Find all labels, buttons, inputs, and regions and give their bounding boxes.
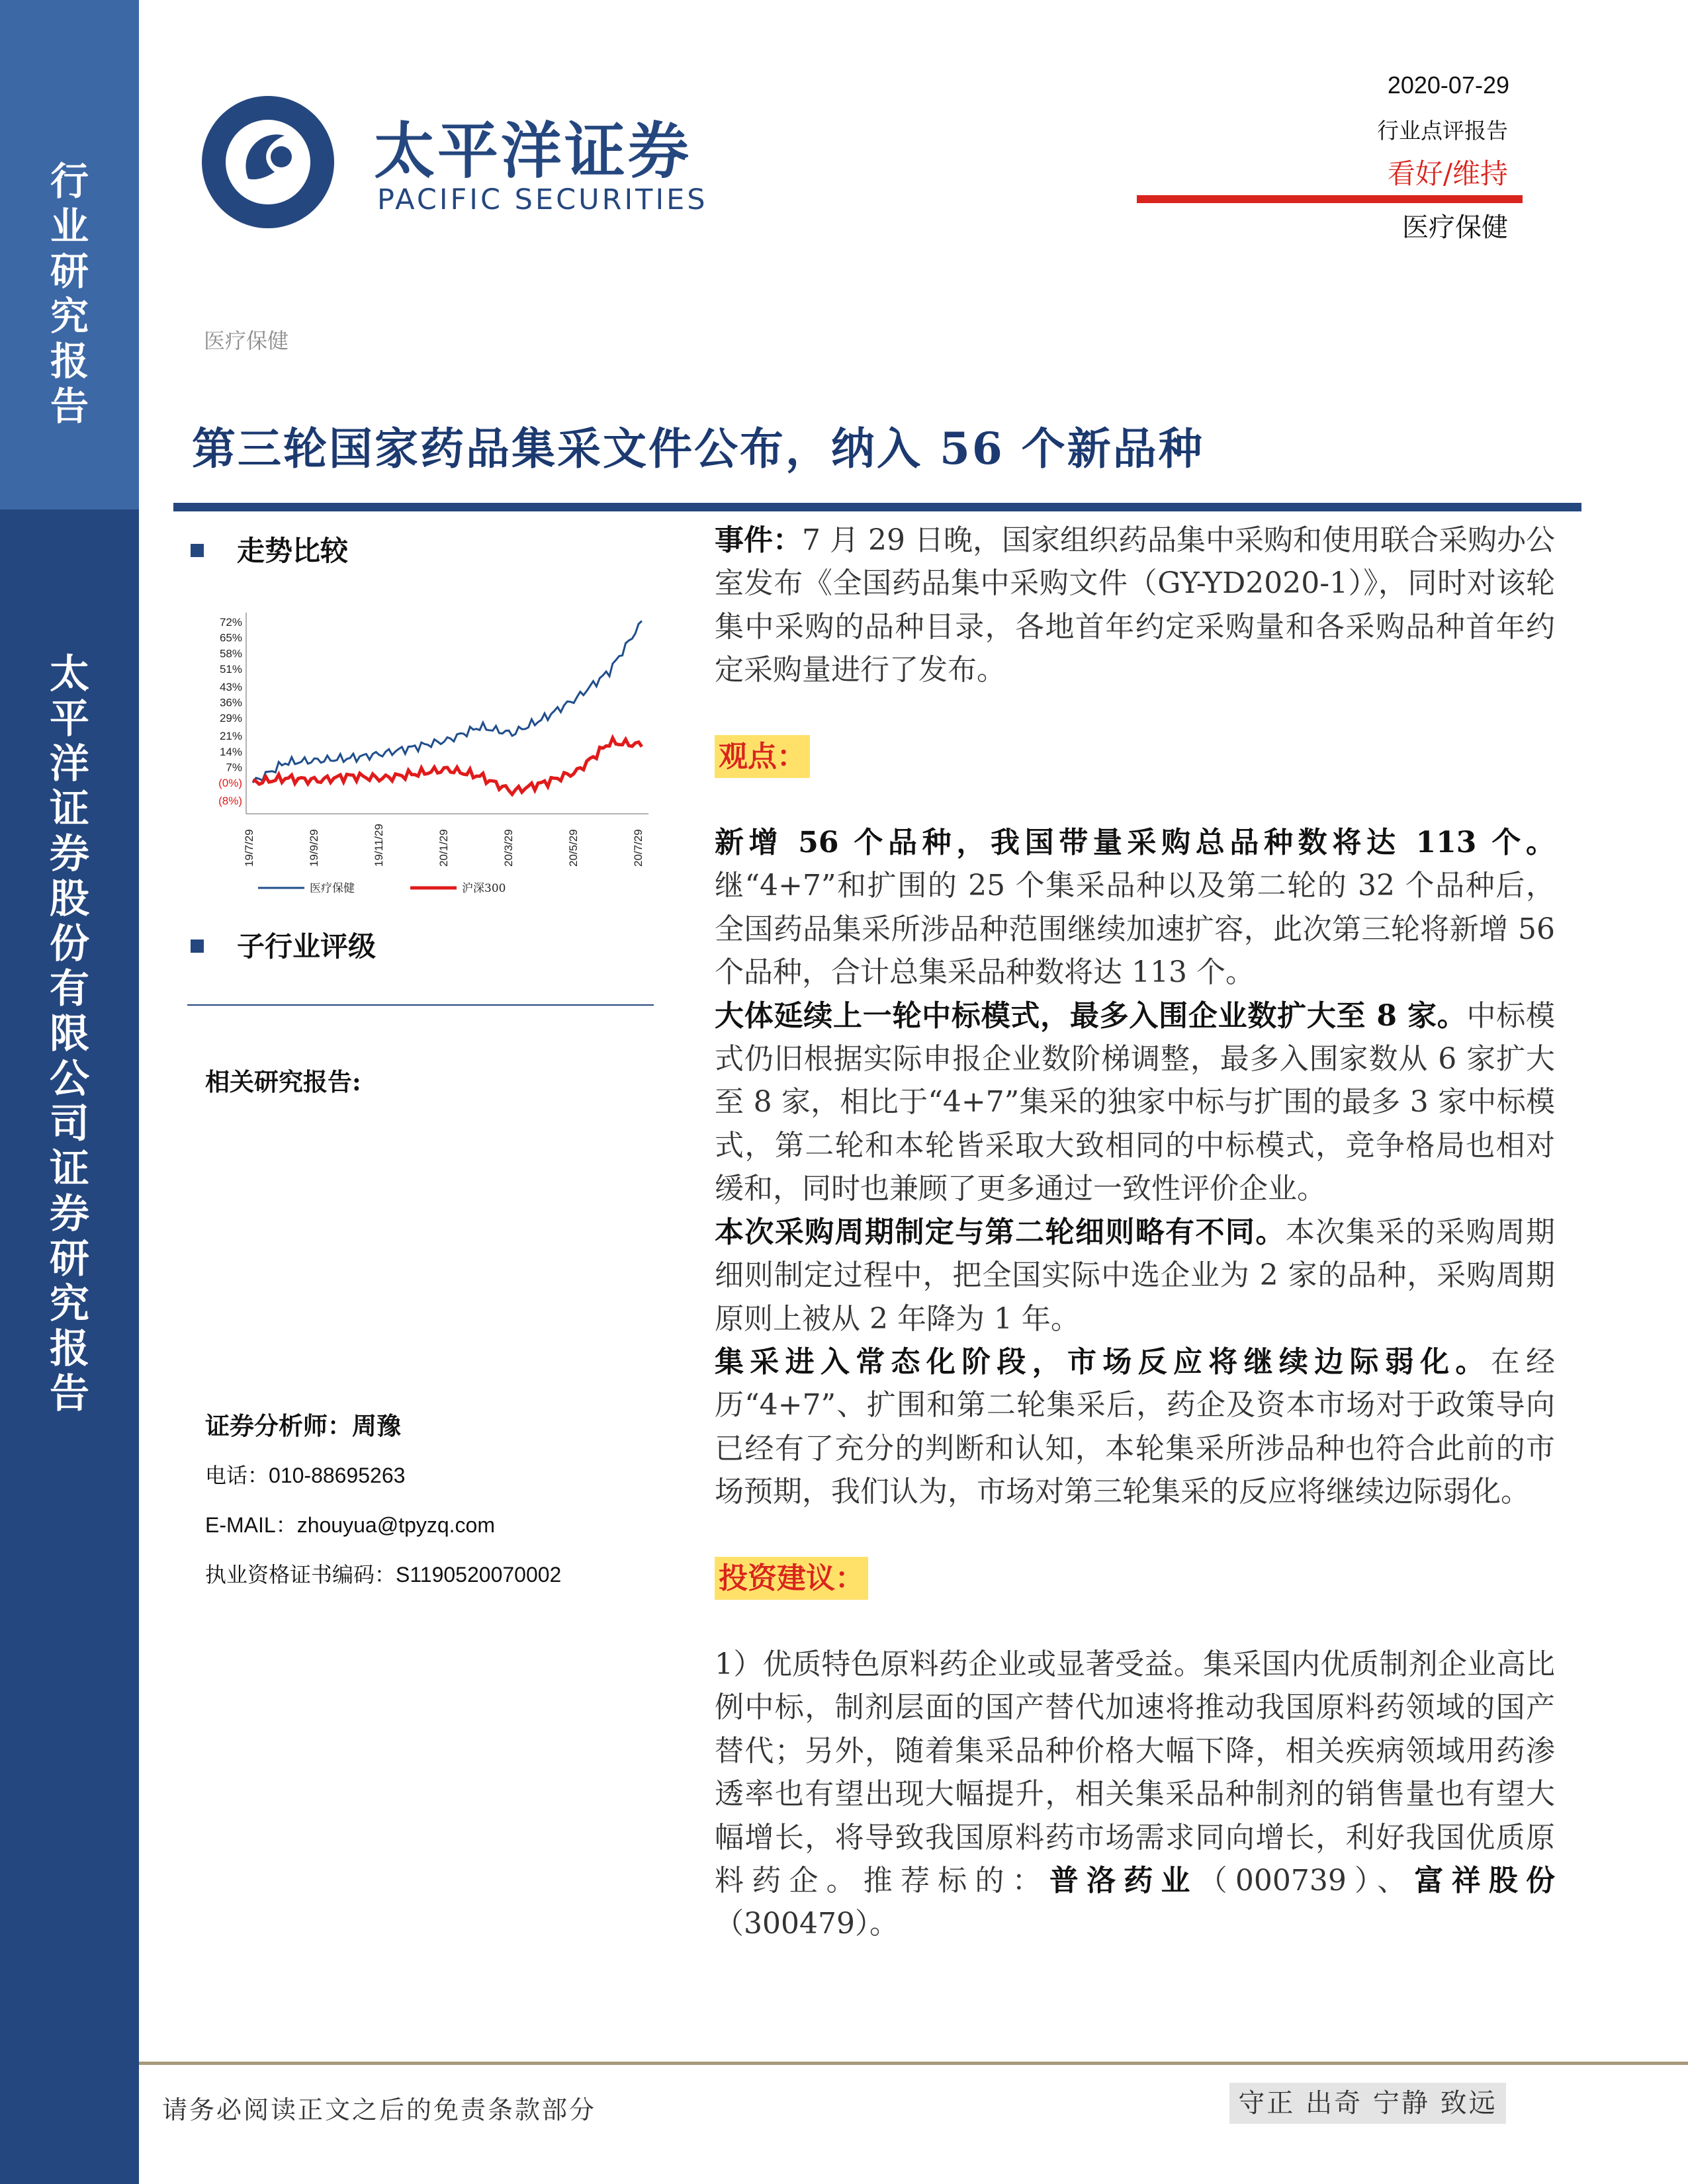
y-tick-label: 65%	[219, 631, 242, 644]
series-line-medical	[253, 621, 642, 783]
legend-label: 沪深300	[462, 882, 506, 893]
legend-label: 医疗保健	[310, 882, 355, 893]
x-tick-label: 19/7/29	[243, 829, 255, 867]
y-tick-label: (0%)	[218, 777, 242, 789]
analyst-email: E-MAIL：zhouyua@tpyzq.com	[205, 1513, 495, 1537]
x-tick-label: 19/9/29	[308, 829, 320, 867]
view-heading: 观点：	[715, 735, 1555, 778]
logo-mark-icon	[175, 36, 361, 261]
company-logo	[175, 36, 725, 268]
analyst-name: 证券分析师：周豫	[205, 1411, 401, 1440]
email-link[interactable]: zhouyua@tpyzq.com	[296, 1513, 495, 1537]
page-title: 第三轮国家药品集采文件公布，纳入 56 个新品种	[192, 423, 1204, 474]
y-tick-label: 72%	[219, 616, 242, 629]
subindustry-section-heading: 子行业评级	[191, 925, 376, 965]
header-red-rule	[1137, 195, 1523, 203]
x-tick-label: 19/11/29	[373, 824, 385, 867]
bullet-square-icon	[191, 544, 204, 557]
series-line-hs300	[253, 738, 642, 794]
y-tick-label: 7%	[226, 761, 242, 774]
invest-paragraph: 1）优质特色原料药企业或显著受益。集采国内优质制剂企业高比例中标，制剂层面的国产替代加速将推动我国原料药领域的国产替代；另外，随着集采品种价格大幅下降，相关疾病领域用药渗透率也有望出现大幅提升，相关集采品种制剂的销售量也有望大幅增长，将导致我国原料药市场需求同向增长，利好我国优质原料药企。推荐标的：普洛药业（000739）、富祥股份（300479）。	[715, 1647, 1556, 1941]
y-tick-label: 58%	[219, 647, 242, 660]
x-tick-label: 20/5/29	[567, 829, 580, 867]
x-tick-label: 20/1/29	[437, 829, 450, 867]
title-rule	[173, 503, 1581, 511]
invest-heading: 投资建议：	[715, 1557, 1555, 1600]
point-3: 本次采购周期制定与第二轮细则略有不同。本次集采的采购周期细则制定过程中，把全国实际中选企业为 2 家的品种，采购周期原则上被从 2 年降为 1 年。	[715, 1215, 1556, 1336]
analyst-phone: 电话：010-88695263	[205, 1463, 406, 1488]
logo-chinese-name: 太平洋证券	[374, 116, 692, 187]
x-tick-label: 20/3/29	[502, 829, 515, 867]
x-tick-label: 20/7/29	[632, 829, 644, 867]
point-4: 集采进入常态化阶段，市场反应将继续边际弱化。在经历“4+7”、扩围和第二轮集采后，药企及资本市场对于政策导向已经有了充分的判断和认知，本轮集采所涉品种也符合此前的市场预期，我们认为，市场对第三轮集采的反应将继续边际弱化。	[715, 1344, 1556, 1509]
y-tick-label: 51%	[219, 662, 242, 676]
footer-motto: 守正 出奇 宁静 致远	[1229, 2083, 1506, 2124]
footer-disclaimer: 请务必阅读正文之后的免责条款部分	[162, 2095, 597, 2124]
footer-rule	[139, 2062, 1688, 2065]
y-tick-label: 43%	[219, 680, 242, 693]
point-1: 新增 56 个品种，我国带量采购总品种数将达 113 个。继“4+7”和扩围的 25 个集采品种以及第二轮的 32 个品种后，全国药品集采所涉品种范围继续加速扩容，此次第三轮将新增 56 个品种，合计总集采品种数将达 113 个。	[715, 826, 1555, 990]
trend-section-heading: 走势比较	[191, 529, 348, 569]
topic-label: 医疗保健	[204, 328, 289, 353]
subindustry-rule	[187, 1004, 654, 1006]
analyst-certificate: 执业资格证书编码：S1190520070002	[205, 1562, 562, 1587]
sector-label: 医疗保健	[1402, 212, 1508, 243]
report-type: 行业点评报告	[1377, 118, 1508, 144]
report-body	[715, 519, 1555, 1946]
logo-english-name: PACIFIC SECURITIES	[377, 183, 708, 216]
y-tick-label: 29%	[219, 712, 242, 725]
report-date: 2020-07-29	[1387, 71, 1509, 99]
y-tick-label: (8%)	[218, 795, 242, 807]
y-tick-label: 36%	[219, 696, 242, 709]
event-paragraph: 事件：7 月 29 日晚，国家组织药品集中采购和使用联合采购办公室发布《全国药品集中采购文件（GY-YD2020-1）》，同时对该轮集中采购的品种目录，各地首年约定采购量和各采购品种首年约定采购量进行了发布。	[715, 523, 1555, 687]
y-tick-label: 14%	[219, 745, 242, 758]
trend-chart	[199, 602, 662, 893]
bullet-square-icon	[191, 939, 204, 953]
sidebar-report-kind: 行 业 研 究 报 告	[50, 159, 89, 429]
sidebar-company-name: 太 平 洋 证 券 股 份 有 限 公 司 证 券 研 究 报 告	[50, 651, 89, 1417]
rating: 看好/维持	[1387, 157, 1508, 190]
sidebar	[0, 0, 139, 2184]
related-reports-heading: 相关研究报告:	[205, 1067, 361, 1096]
point-2: 大体延续上一轮中标模式，最多入围企业数扩大至 8 家。中标模式仍旧根据实际申报企业数阶梯调整，最多入围家数从 6 家扩大至 8 家，相比于“4+7”集采的独家中标与扩围的最多 3 家中标模式，第二轮和本轮皆采取大致相同的中标模式，竞争格局也相对缓和，同时也兼顾了更多通过一致性评价企业。	[715, 998, 1556, 1206]
y-tick-label: 21%	[219, 730, 242, 743]
